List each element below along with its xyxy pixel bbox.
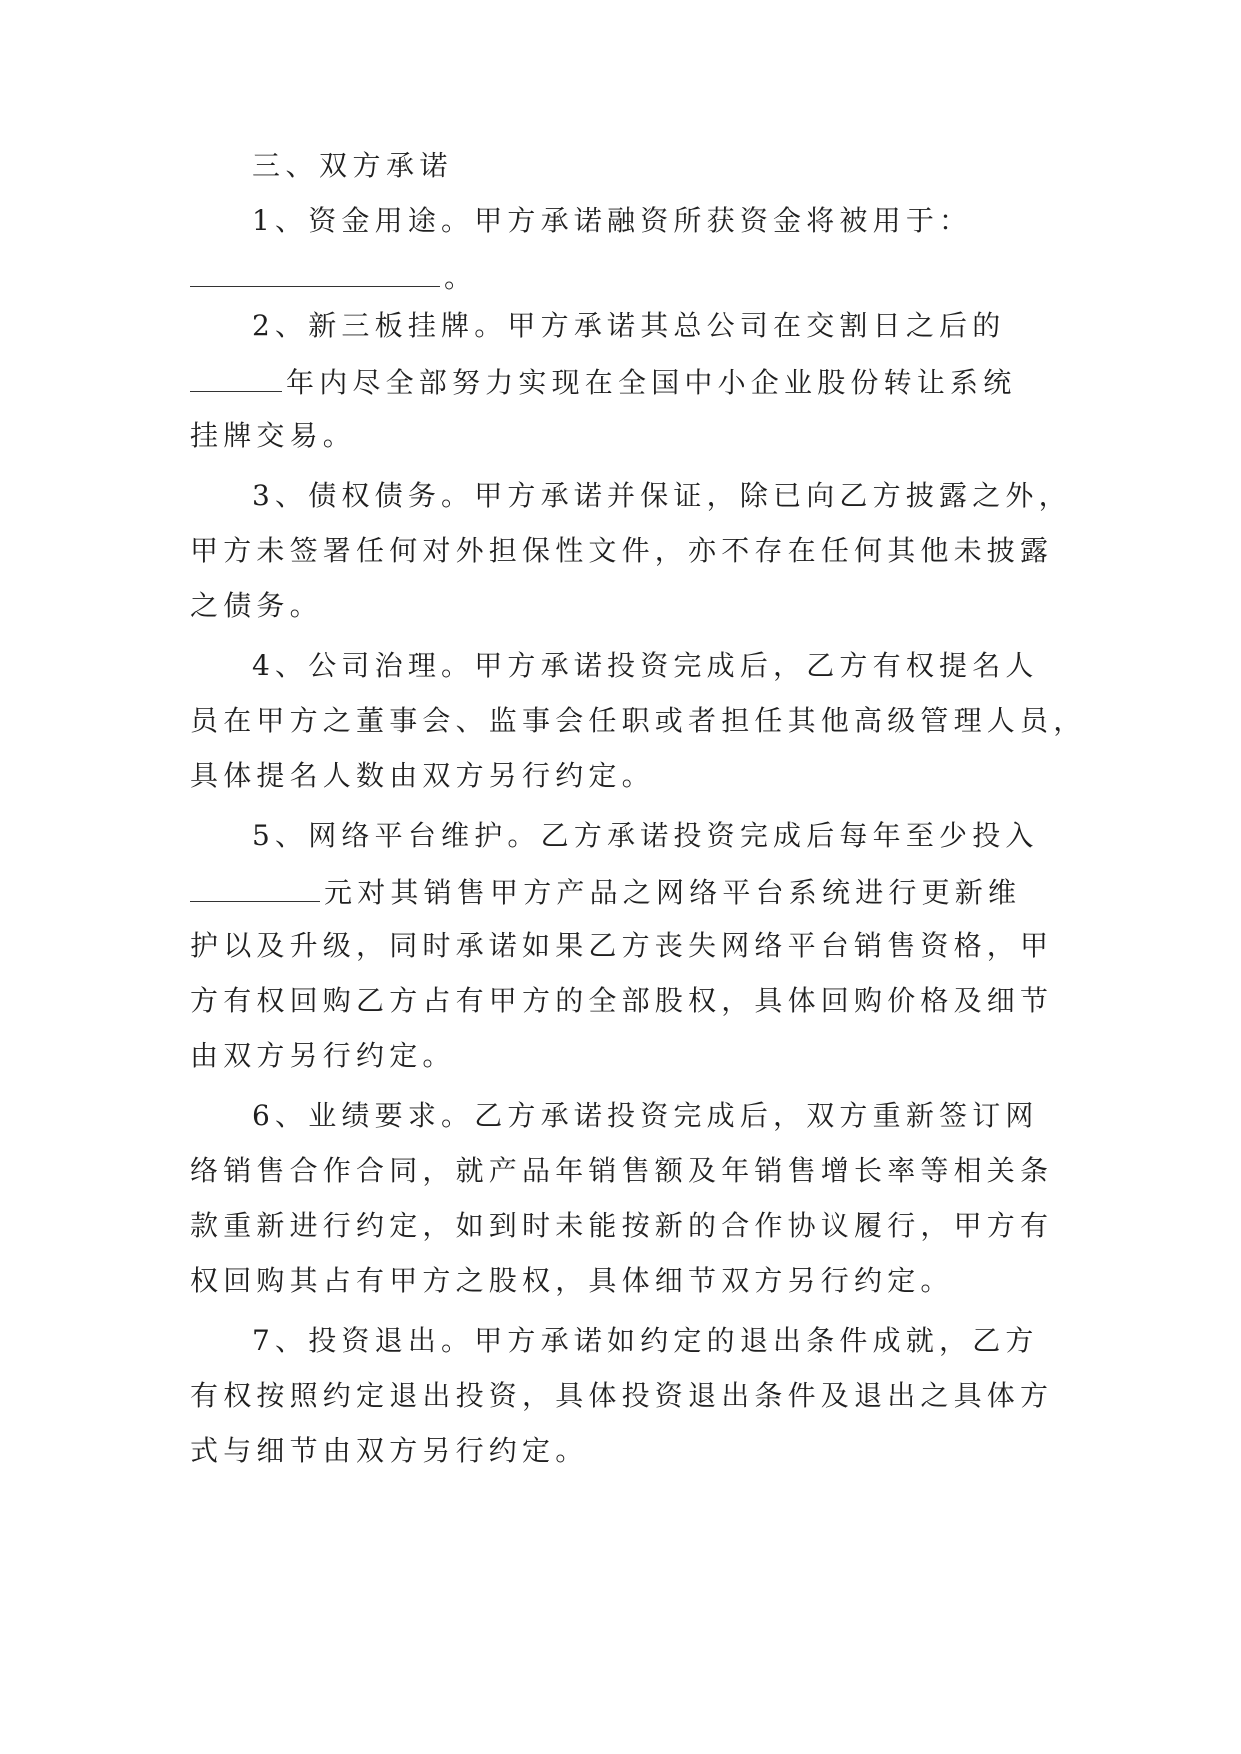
- item-1-line-2: [190, 262, 477, 292]
- item-3-line-2: 甲方未签署任何对外担保性文件，亦不存在任何其他未披露: [190, 534, 1054, 567]
- fill-in-blank: [190, 877, 320, 902]
- item-6-line-1: 6、业绩要求。乙方承诺投资完成后，双方重新签订网: [252, 1099, 1039, 1132]
- section-heading: 三、双方承诺: [252, 149, 454, 182]
- item-6-line-4: 权回购其占有甲方之股权，具体细节双方另行约定。: [190, 1264, 954, 1297]
- item-5-line-2-text: 元对其销售甲方产品之网络平台系统进行更新维: [324, 876, 1022, 909]
- item-2-line-1: 2、新三板挂牌。甲方承诺其总公司在交割日之后的: [252, 309, 1006, 342]
- item-7-line-2: 有权按照约定退出投资，具体投资退出条件及退出之具体方: [190, 1379, 1054, 1412]
- item-5-line-5: 由双方另行约定。: [190, 1039, 456, 1072]
- item-2-line-2-text: 年内尽全部努力实现在全国中小企业股份转让系统: [286, 366, 1017, 399]
- item-5-line-3: 护以及升级，同时承诺如果乙方丧失网络平台销售资格，甲: [190, 929, 1054, 962]
- item-6-line-3: 款重新进行约定，如到时未能按新的合作协议履行，甲方有: [190, 1209, 1054, 1242]
- item-5-line-2: [190, 877, 1021, 907]
- item-5-line-4: 方有权回购乙方占有甲方的全部股权，具体回购价格及细节: [190, 984, 1054, 1017]
- item-1-line-1: 1、资金用途。甲方承诺融资所获资金将被用于：: [252, 204, 973, 237]
- item-3-line-1: 3、债权债务。甲方承诺并保证，除已向乙方披露之外，: [252, 479, 1072, 512]
- item-4-line-3: 具体提名人数由双方另行约定。: [190, 759, 655, 792]
- item-2-line-2: [190, 367, 1016, 397]
- item-6-line-2: 络销售合作合同，就产品年销售额及年销售增长率等相关条: [190, 1154, 1054, 1187]
- item-7-line-3: 式与细节由双方另行约定。: [190, 1434, 589, 1467]
- item-5-line-1: 5、网络平台维护。乙方承诺投资完成后每年至少投入: [252, 819, 1039, 852]
- item-2-line-3: 挂牌交易。: [190, 419, 357, 452]
- fill-in-blank: [190, 367, 282, 392]
- item-7-line-1: 7、投资退出。甲方承诺如约定的退出条件成就，乙方: [252, 1324, 1039, 1357]
- fill-in-blank: [190, 262, 440, 287]
- item-4-line-2: 员在甲方之董事会、监事会任职或者担任其他高级管理人员，: [190, 704, 1087, 737]
- item-3-line-3: 之债务。: [190, 589, 323, 622]
- item-4-line-1: 4、公司治理。甲方承诺投资完成后，乙方有权提名人: [252, 649, 1039, 682]
- item-1-line-2-text: 。: [444, 261, 478, 294]
